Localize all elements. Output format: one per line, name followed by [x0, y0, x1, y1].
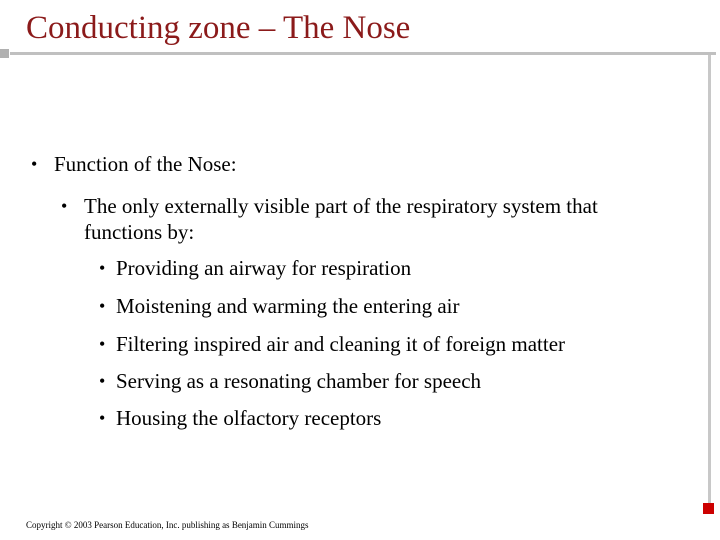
bullet-level3-item: Serving as a resonating chamber for speech [116, 369, 482, 393]
bullet-level1-icon: • [31, 154, 38, 174]
slide-title: Conducting zone – The Nose [26, 10, 411, 46]
bullet-level2-text-line2: functions by: [84, 220, 195, 244]
bullet-level3-icon: • [99, 296, 106, 316]
bullet-level3-icon: • [99, 371, 106, 391]
bullet-level3-icon: • [99, 334, 106, 354]
bullet-level1-text: Function of the Nose: [54, 152, 237, 176]
bullet-level3-icon: • [99, 258, 106, 278]
bullet-level2-icon: • [61, 196, 68, 216]
bullet-level3-item: Providing an airway for respiration [116, 256, 412, 280]
bullet-level2-text-line1: The only externally visible part of the respiratory system that [84, 194, 598, 218]
bullet-level3-item: Moistening and warming the entering air [116, 294, 460, 318]
copyright-footer: Copyright © 2003 Pearson Education, Inc. publishing as Benjamin Cummings [26, 520, 309, 530]
bullet-level3-item: Filtering inspired air and cleaning it of foreign matter [116, 332, 566, 356]
bullet-level3-icon: • [99, 408, 106, 428]
right-divider [708, 55, 711, 508]
title-corner-square [0, 49, 9, 58]
title-divider [10, 52, 716, 55]
accent-square [703, 503, 714, 514]
bullet-level3-item: Housing the olfactory receptors [116, 406, 382, 430]
